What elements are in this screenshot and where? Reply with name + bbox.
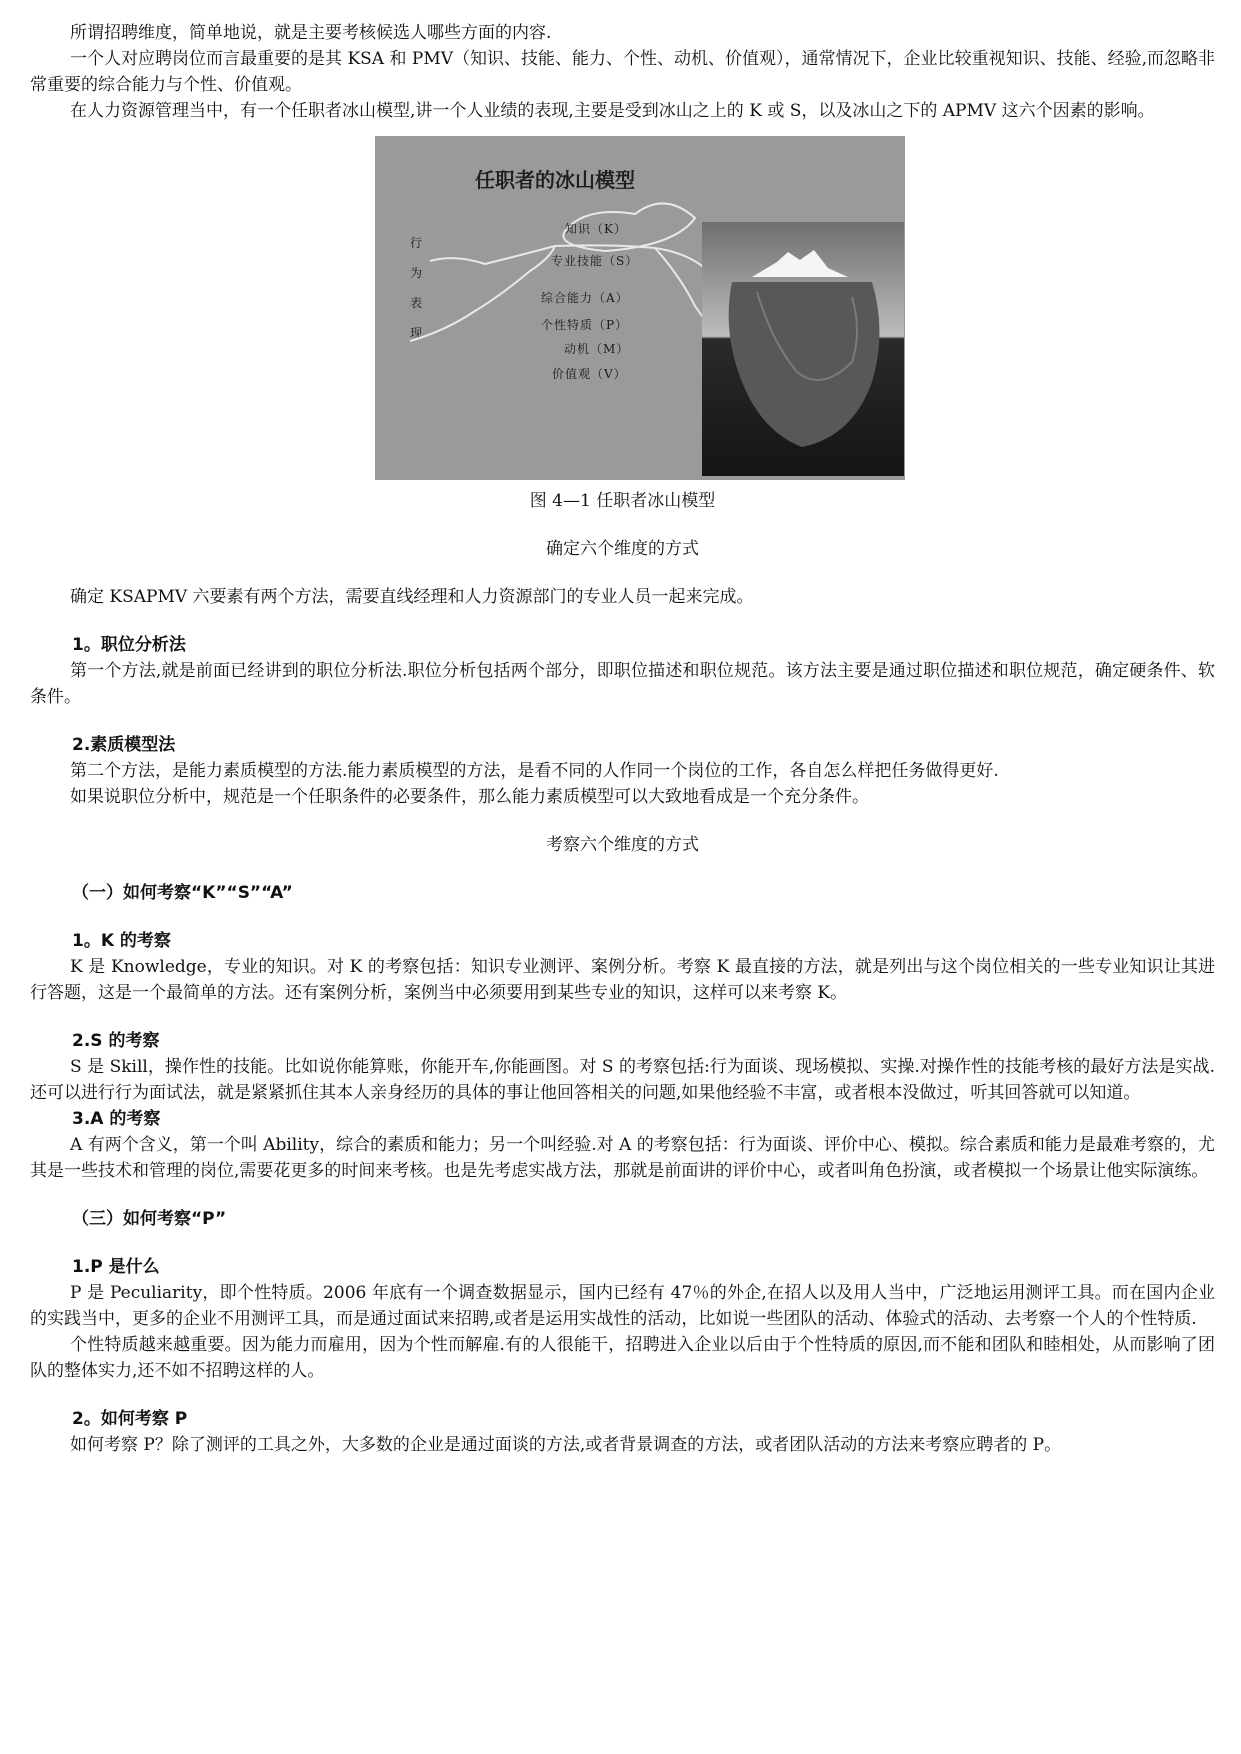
- p-text-3: 如何考察 P？除了测评的工具之外，大多数的企业是通过面谈的方法,或者背景调查的方法，或者团队活动的方法来考察应聘者的 P。: [70, 1435, 1062, 1455]
- iceberg-shape: [702, 222, 904, 476]
- heading-s: 2.S 的考察: [72, 1031, 160, 1051]
- intro-paragraph-3: 在人力资源管理当中，有一个任职者冰山模型,讲一个人业绩的表现,主要是受到冰山之上的 K 或 S，以及冰山之下的 APMV 这六个因素的影响。: [70, 101, 1155, 121]
- subsection-ksa: （一）如何考察“K”“S”“A”: [72, 883, 293, 903]
- label-values: 价值观（V）: [552, 367, 627, 381]
- section-title-assess: 考察六个维度的方式: [546, 835, 699, 855]
- subsection-p: （三）如何考察“P”: [72, 1209, 227, 1229]
- heading-job-analysis: 1。职位分析法: [72, 635, 186, 655]
- section1-intro: 确定 KSAPMV 六要素有两个方法，需要直线经理和人力资源部门的专业人员一起来完成。: [70, 587, 754, 607]
- iceberg-image: [702, 222, 904, 476]
- vertical-char: 行: [409, 236, 422, 250]
- section-title-determine: 确定六个维度的方式: [546, 539, 699, 559]
- label-knowledge: 知识（K）: [565, 222, 627, 236]
- k-text: K 是 Knowledge，专业的知识。对 K 的考察包括：知识专业测评、案例分析。考察 K 最直接的方法，就是列出与这个岗位相关的一些专业知识让其进行答题，这是一个最简单的方法。还有案例分析，案例当中必须要用到某些专业的知识，这样可以来考察 K。: [30, 957, 1215, 1003]
- figure-title: 任职者的冰山模型: [475, 168, 635, 192]
- vertical-char: 为: [409, 266, 422, 280]
- competency-text-1: 第二个方法，是能力素质模型的方法.能力素质模型的方法，是看不同的人作同一个岗位的工作，各自怎么样把任务做得更好.: [70, 761, 999, 781]
- label-ability: 综合能力（A）: [541, 291, 629, 305]
- label-personality: 个性特质（P）: [541, 318, 629, 332]
- label-skill: 专业技能（S）: [551, 254, 639, 268]
- figure-caption: 图 4—1 任职者冰山模型: [529, 491, 716, 511]
- job-analysis-text: 第一个方法,就是前面已经讲到的职位分析法.职位分析包括两个部分，即职位描述和职位规范。该方法主要是通过职位描述和职位规范，确定硬条件、软条件。: [30, 661, 1215, 707]
- p-text-1: P 是 Peculiarity，即个性特质。2006 年底有一个调查数据显示，国内已经有 47％的外企,在招人以及用人当中，广泛地运用测评工具。而在国内企业的实践当中，更多的企业不用测评工具，而是通过面试来招聘,或者是运用实战性的活动，比如说一些团队的活动、体验式的活动、去考察一个人的个性特质.: [30, 1283, 1215, 1329]
- a-text: A 有两个含义，第一个叫 Ability，综合的素质和能力；另一个叫经验.对 A 的考察包括：行为面谈、评价中心、模拟。综合素质和能力是最难考察的，尤其是一些技术和管理的岗位,需要花更多的时间来考核。也是先考虑实战方法，那就是前面讲的评价中心，或者叫角色扮演，或者模拟一个场景让他实际演练。: [30, 1135, 1215, 1181]
- heading-a: 3.A 的考察: [72, 1109, 161, 1129]
- intro-paragraph-1: 所谓招聘维度，简单地说，就是主要考核候选人哪些方面的内容.: [70, 23, 552, 43]
- label-motivation: 动机（M）: [564, 342, 630, 356]
- s-text: S 是 Skill，操作性的技能。比如说你能算账，你能开车,你能画图。对 S 的考察包括:行为面谈、现场模拟、实操.对操作性的技能考核的最好方法是实战.还可以进行行为面试法，就是紧紧抓住其本人亲身经历的具体的事让他回答相关的问题,如果他经验不丰富，或者根本没做过，听其回答就可以知道。: [30, 1057, 1215, 1103]
- competency-text-2: 如果说职位分析中，规范是一个任职条件的必要条件，那么能力素质模型可以大致地看成是一个充分条件。: [70, 787, 869, 807]
- document-page: [30, 20, 1215, 1458]
- iceberg-model-figure: [375, 136, 905, 480]
- vertical-char: 现: [409, 326, 422, 340]
- intro-paragraph-2: 一个人对应聘岗位而言最重要的是其 KSA 和 PMV（知识、技能、能力、个性、动机、价值观），通常情况下，企业比较重视知识、技能、经验,而忽略非常重要的综合能力与个性、价值观。: [30, 49, 1215, 95]
- vertical-char: 表: [409, 296, 422, 310]
- heading-what-is-p: 1.P 是什么: [72, 1257, 160, 1277]
- heading-k: 1。K 的考察: [72, 931, 171, 951]
- heading-competency-model: 2.素质模型法: [72, 735, 176, 755]
- heading-how-assess-p: 2。如何考察 P: [72, 1409, 188, 1429]
- p-text-2: 个性特质越来越重要。因为能力而雇用，因为个性而解雇.有的人很能干，招聘进入企业以后由于个性特质的原因,而不能和团队和睦相处，从而影响了团队的整体实力,还不如不招聘这样的人。: [30, 1335, 1215, 1381]
